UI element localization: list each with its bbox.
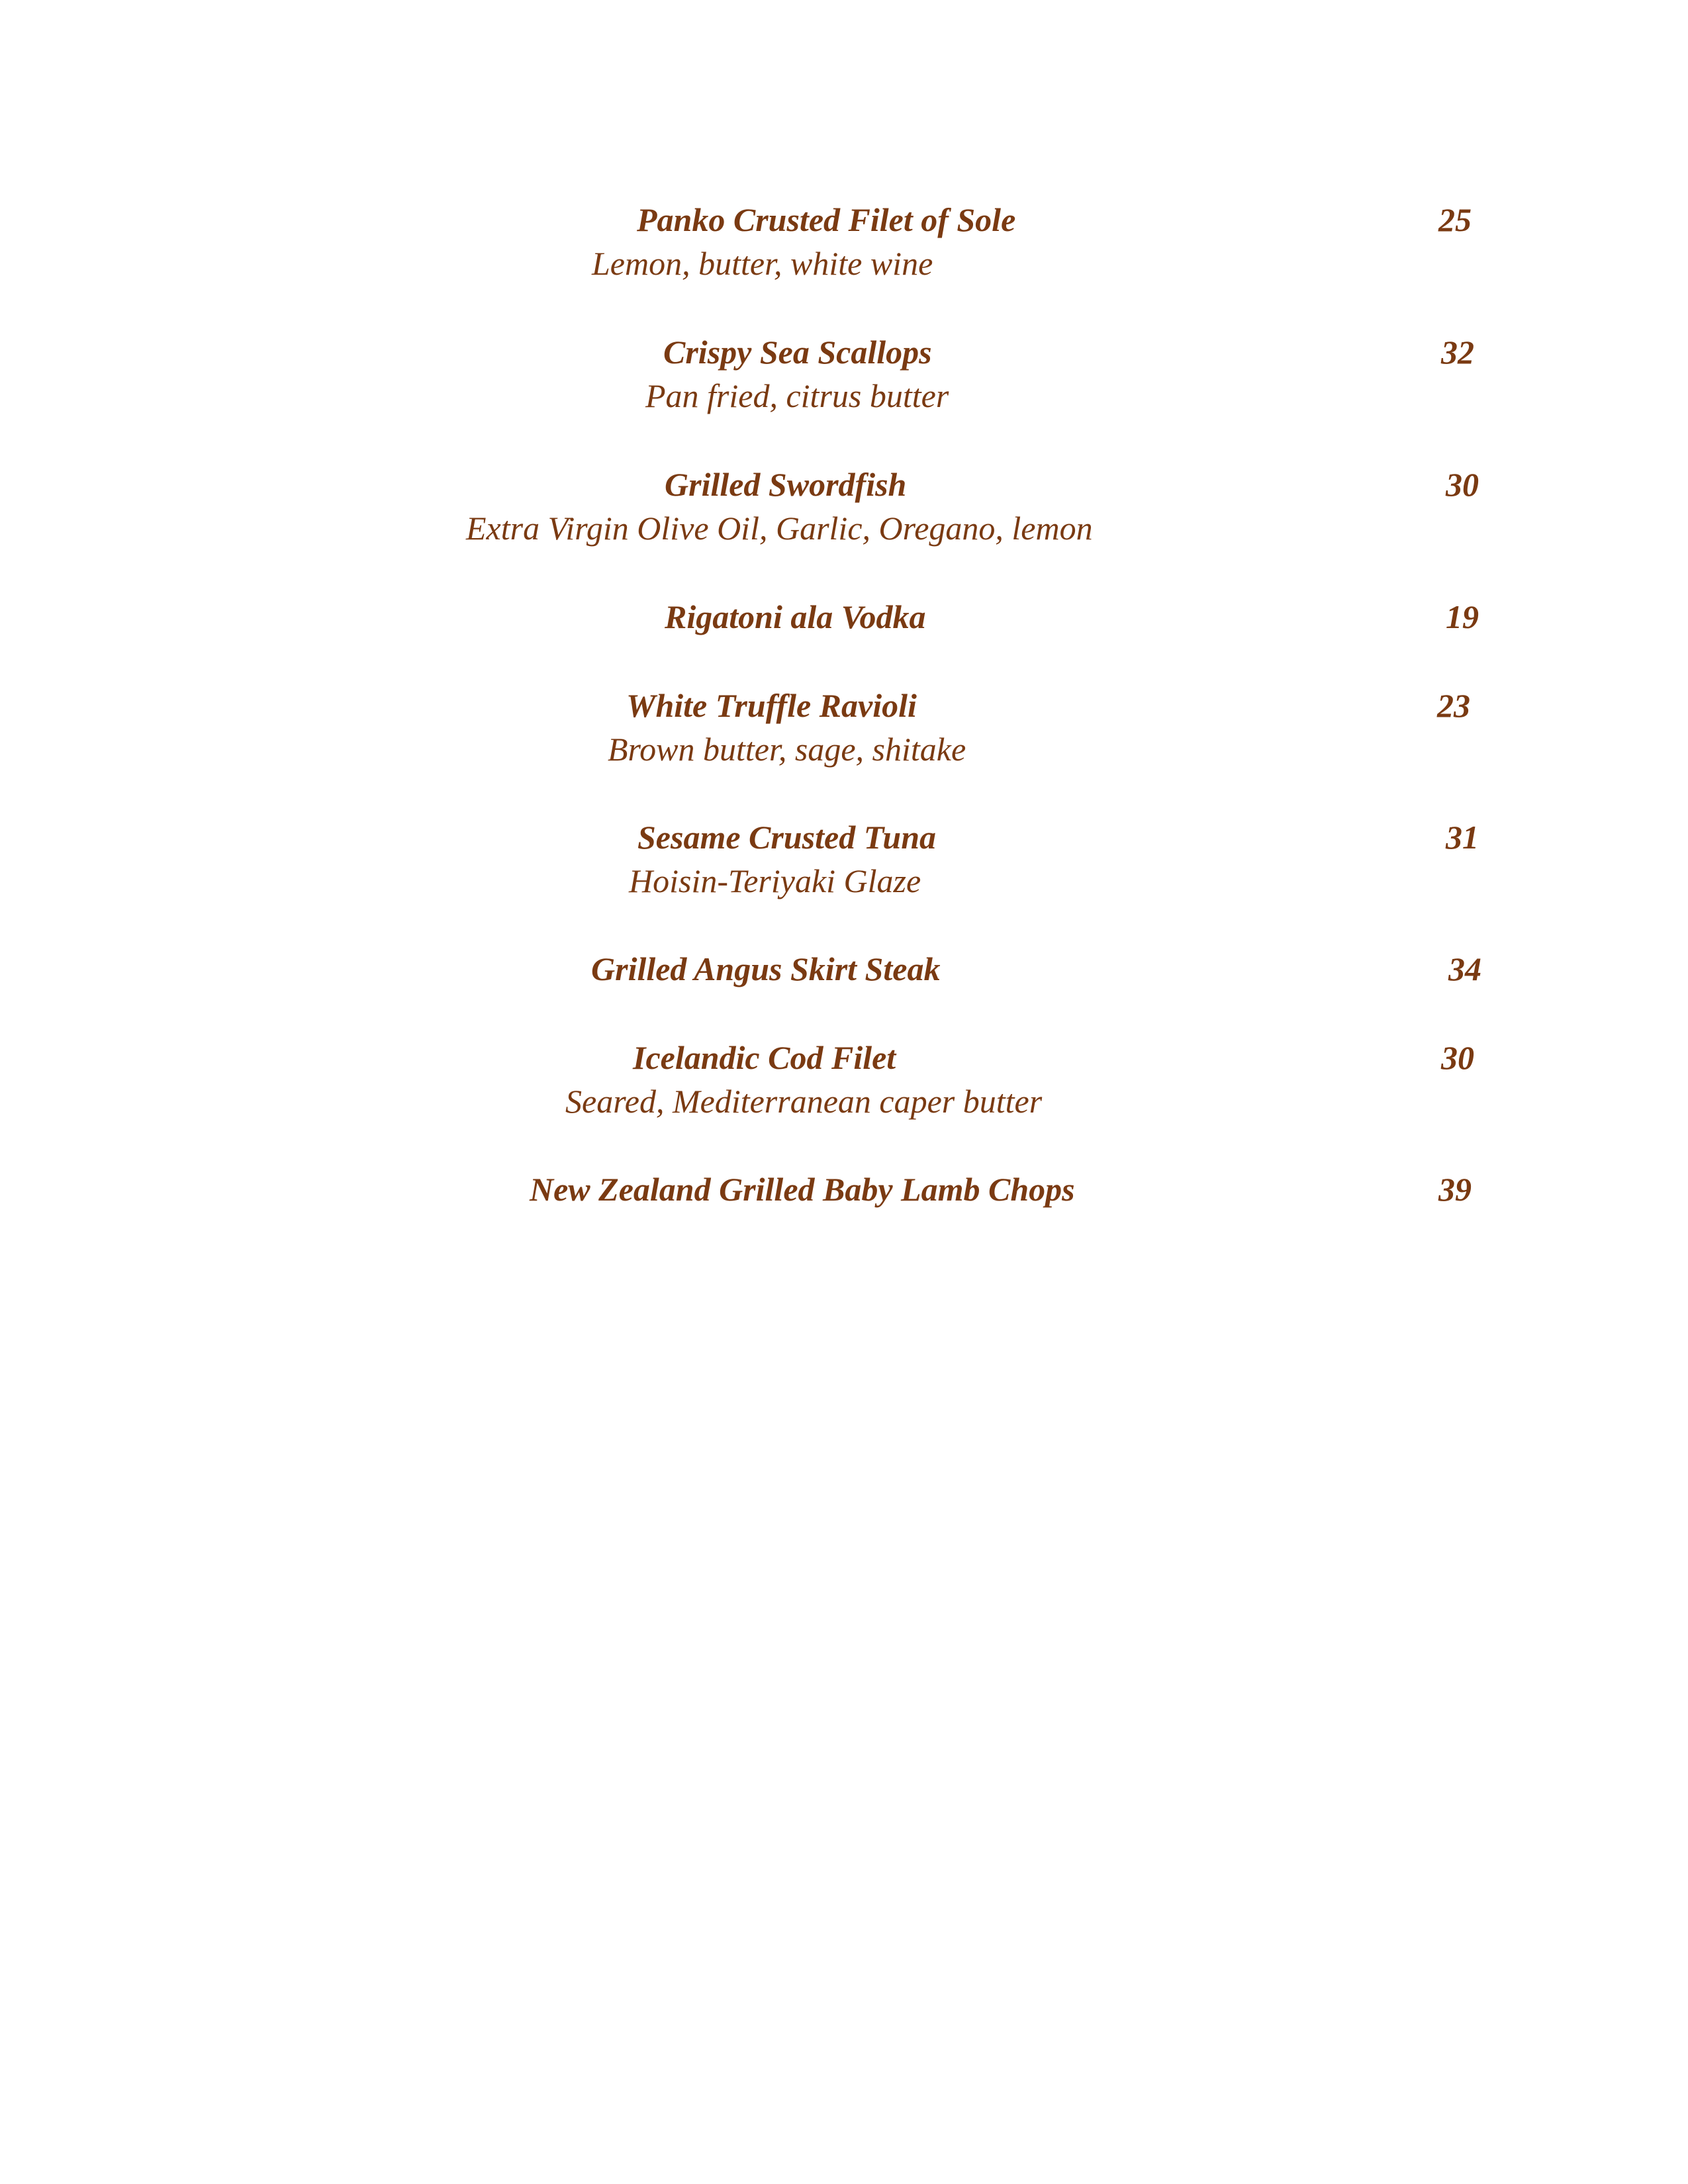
- item-name: Rigatoni ala Vodka: [665, 598, 926, 635]
- item-description: Brown butter, sage, shitake: [608, 731, 966, 768]
- item-price: 30: [1446, 466, 1479, 503]
- menu-item-rigatoni: [0, 597, 1688, 690]
- item-price: 23: [1437, 687, 1470, 724]
- item-description: Extra Virgin Olive Oil, Garlic, Oregano, lemon: [466, 510, 1093, 547]
- item-name: Panko Crusted Filet of Sole: [637, 201, 1016, 238]
- item-price: 31: [1446, 819, 1479, 856]
- item-name: Grilled Angus Skirt Steak: [591, 950, 941, 987]
- item-description: Pan fried, citrus butter: [645, 377, 949, 414]
- menu-item-sea-scallops: [0, 332, 1688, 425]
- menu-item-skirt-steak: [0, 949, 1688, 1042]
- menu-item-sesame-tuna: [0, 817, 1688, 910]
- item-name: Icelandic Cod Filet: [633, 1039, 896, 1076]
- item-price: 25: [1438, 201, 1472, 238]
- menu-item-lamb-chops: [0, 1169, 1688, 1262]
- item-description: Seared, Mediterranean caper butter: [565, 1083, 1043, 1120]
- item-price: 30: [1441, 1039, 1474, 1076]
- item-name: Crispy Sea Scallops: [663, 334, 932, 371]
- item-name: New Zealand Grilled Baby Lamb Chops: [530, 1171, 1075, 1208]
- item-description: Hoisin-Teriyaki Glaze: [629, 862, 921, 899]
- item-price: 19: [1446, 598, 1479, 635]
- menu-item-truffle-ravioli: [0, 686, 1688, 778]
- item-name: Sesame Crusted Tuna: [637, 819, 937, 856]
- item-price: 39: [1438, 1171, 1472, 1208]
- menu-item-panko-sole: [0, 200, 1688, 293]
- item-name: White Truffle Ravioli: [626, 687, 917, 724]
- item-price: 32: [1441, 334, 1474, 371]
- menu-item-swordfish: [0, 465, 1688, 557]
- menu-item-cod-filet: [0, 1038, 1688, 1130]
- item-name: Grilled Swordfish: [665, 466, 907, 503]
- item-price: 34: [1448, 950, 1481, 987]
- item-description: Lemon, butter, white wine: [592, 245, 933, 282]
